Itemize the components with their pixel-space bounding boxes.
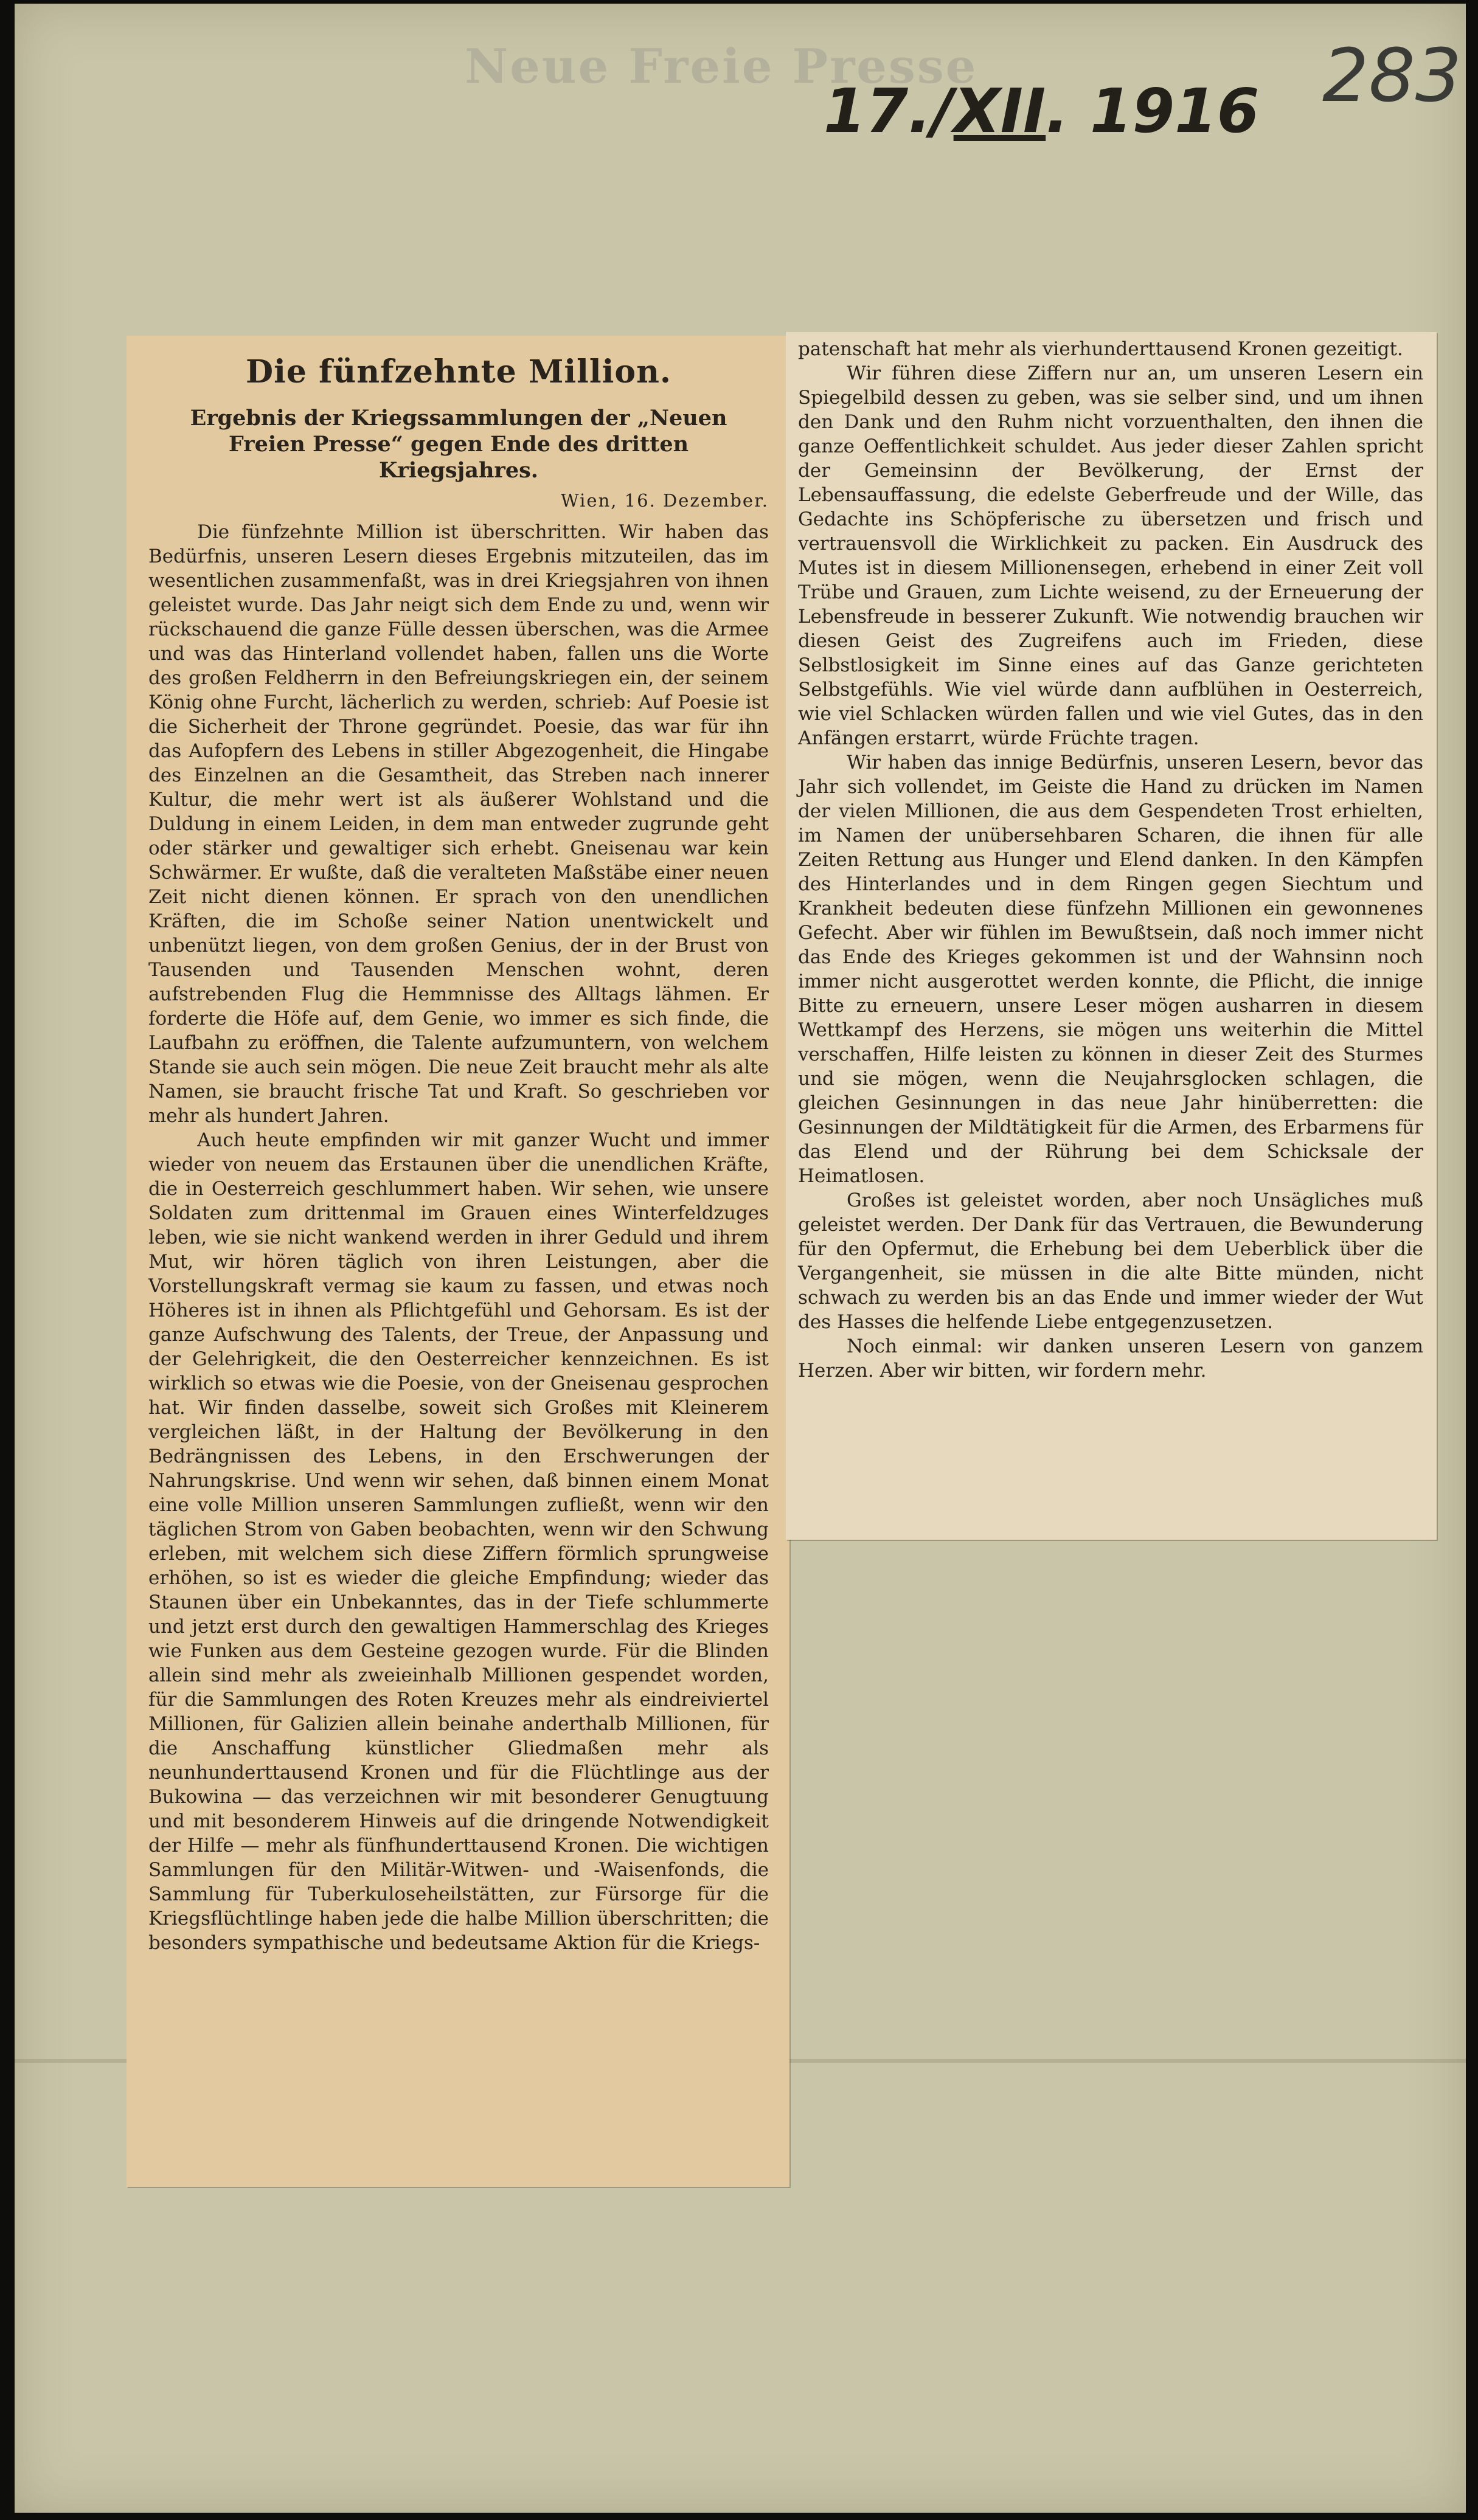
date-day: 17./	[824, 75, 954, 147]
paragraph: Noch einmal: wir danken unseren Lesern von ganzem Herzen. Aber wir bitten, wir fordern mehr.	[798, 1335, 1423, 1382]
paragraph: Die fünfzehnte Million ist überschritten. Wir haben das Bedürfnis, unseren Lesern dieses Ergebnis mitzuteilen, das im wesentlichen zusammenfaßt, was in drei Kriegsjahren von ihnen geleistet wurde. Das Jahr neigt sich dem Ende zu und, wenn wir rückschauend die ganze Fülle dessen überschen, was die Armee und was das Hinterland vollendet haben, fallen uns die Worte des großen Feldherrn in den Befreiungskriegen ein, der seinem König ohne Furcht, lächerlich zu werden, schrieb: Auf Poesie ist die Sicherheit der Throne gegründet. Poesie, das war für ihn das Aufopfern des Lebens in stiller Abgezogenheit, die Hingabe des Einzelnen an die Gesamtheit, das Streben nach innerer Kultur, die mehr wert ist als äußerer Wohlstand und die Duldung in einem Leiden, in dem man entweder zugrunde geht oder stärker und gewaltiger sich erhebt. Gneisenau war kein Schwärmer. Er wußte, daß die veralteten Maßstäbe einer neuen Zeit nicht dienen können. Er sprach von den unendlichen Kräften, die im Schoße seiner Nation unentwickelt und unbenützt liegen, von dem großen Genius, der in der Brust von Tausenden und Tausenden Menschen wohnt, deren aufstrebenden Flug die Hemmnisse des Alltags lähmen. Er forderte die Höfe auf, dem Genie, wo immer es sich finde, die Laufbahn zu eröffnen, die Talente aufzumuntern, von welchem Stande sie auch sein mögen. Die neue Zeit braucht mehr als alte Namen, sie braucht frische Tat und Kraft. So geschrieben vor mehr als hundert Jahren.	[148, 521, 769, 1127]
date-year: . 1916	[1046, 75, 1260, 147]
clipping-right-column	[786, 332, 1437, 1540]
paragraph: Wir haben das innige Bedürfnis, unseren Lesern, bevor das Jahr sich vollendet, im Geiste die Hand zu drücken im Namen der vielen Millionen, die aus dem Gespendeten Trost erhielten, im Namen der unübersehbaren Scharen, die ihnen für alle Zeiten Rettung aus Hunger und Elend danken. In den Kämpfen des Hinterlandes und in dem Ringen gegen Siechtum und Krankheit bedeuten diese fünfzehn Millionen ein gewonnenes Gefecht. Aber wir fühlen im Bewußtsein, daß noch immer nicht das Ende des Krieges gekommen ist und der Wahnsinn noch immer nicht ausgerottet werden konnte, die Pflicht, die innige Bitte zu erneuern, unsere Leser mögen ausharren in diesem Wettkampf des Herzens, sie mögen uns weiterhin die Mittel verschaffen, Hilfe leisten zu können in dieser Zeit des Sturmes und sie mögen, wenn die Neujahrsglocken schlagen, die gleichen Gesinnungen in das neue Jahr hinüberretten: die Gesinnungen der Mildtätigkeit für die Armen, des Erbarmens für das Elend und der Rührung bei dem Schicksale der Heimatlosen.	[798, 752, 1423, 1187]
paragraph: Großes ist geleistet worden, aber noch Unsägliches muß geleistet werden. Der Dank für das Vertrauen, die Bewunderung für den Opfermut, die Erhebung bei dem Ueberblick über die Vergangenheit, sie müssen in die alte Bitte münden, nicht schwach zu werden bis an das Ende und immer wieder der Wut des Hasses die helfende Liebe entgegenzusetzen.	[798, 1189, 1423, 1333]
folio-number: 283	[1322, 34, 1462, 119]
newspaper-name-stamp: Neue Freie Presse	[465, 39, 978, 94]
article-title: Die fünfzehnte Million.	[246, 353, 671, 390]
paragraph: Wir führen diese Ziffern nur an, um unseren Lesern ein Spiegelbild dessen zu geben, was sie selber sind, und um ihnen den Dank und den Ruhm nicht vorzuenthalten, den ihnen die ganze Oeffentlichkeit schuldet. Aus jeder dieser Zahlen spricht der Gemeinsinn der Bevölkerung, der Ernst der Lebensauffassung, die edelste Geberfreude und der Wille, das Gedachte ins Schöpferische zu übersetzen und frisch und vertrauensvoll die Wirklichkeit zu packen. Ein Ausdruck des Mutes ist in diesem Millionensegen, erhebend in einer Zeit voll Trübe und Grauen, zum Lichte weisend, zu der Erneuerung der Lebensfreude in besserer Zukunft. Wie notwendig brauchen wir diesen Geist des Zugreifens auch im Frieden, diese Selbstlosigkeit im Sinne eines auf das Ganze gerichteten Selbstgefühls. Wie viel würde dann aufblühen in Oesterreich, wie viel Schlacken würden fallen und wie viel Gutes, das in den Anfängen erstarrt, würde Früchte tragen.	[798, 362, 1423, 749]
date-month: XII	[953, 75, 1046, 147]
article-dateline: Wien, 16. Dezember.	[560, 490, 769, 511]
article-subtitle: Ergebnis der Kriegssammlungen der „Neuen Freien Presse“ gegen Ende des dritten Kriegsjahres.	[190, 406, 727, 483]
clipping-left-column	[127, 336, 789, 2187]
handwritten-date	[824, 75, 1259, 147]
paragraph: patenschaft hat mehr als vierhunderttausend Kronen gezeitigt.	[798, 338, 1403, 360]
paragraph: Auch heute empfinden wir mit ganzer Wucht und immer wieder von neuem das Erstaunen über die unendlichen Kräfte, die in Oesterreich geschlummert haben. Wir sehen, wie unsere Soldaten zum drittenmal im Grauen eines Winterfeldzuges leben, wie sie nicht wankend werden in ihrer Geduld und ihrem Mut, wir hören täglich von ihren Leistungen, aber die Vorstellungskraft vermag sie kaum zu fassen, und etwas noch Höheres ist in ihnen als Pflichtgefühl und Gehorsam. Es ist der ganze Aufschwung des Talents, der Treue, der Anpassung und der Gelehrigkeit, die den Oesterreicher kennzeichnen. Es ist wirklich so etwas wie die Poesie, von der Gneisenau gesprochen hat. Wir finden dasselbe, soweit sich Großes mit Kleinerem vergleichen läßt, in der Haltung der Bevölkerung in den Bedrängnissen des Lebens, in den Erschwerungen der Nahrungskrise. Und wenn wir sehen, daß binnen einem Monat eine volle Million unseren Sammlungen zufließt, wenn wir den täglichen Strom von Gaben beobachten, wenn wir den Schwung erleben, mit welchem sich diese Ziffern förmlich sprungweise erhöhen, so ist es wieder die gleiche Empfindung; wieder das Staunen über ein Unbekanntes, das in der Tiefe schlummerte und jetzt erst durch den gewaltigen Hammerschlag des Krieges wie Funken aus dem Gesteine gezogen wurde. Für die Blinden allein sind mehr als zweieinhalb Millionen gespendet worden, für die Sammlungen des Roten Kreuzes mehr als eindreiviertel Millionen, für Galizien allein beinahe anderthalb Millionen, für die Anschaffung künstlicher Gliedmaßen mehr als neunhunderttausend Kronen und für die Flüchtlinge aus der Bukowina — das verzeichnen wir mit besonderer Genugtuung und mit besonderem Hinweis auf die dringende Notwendigkeit der Hilfe — mehr als fünfhunderttausend Kronen. Die wichtigen Sammlungen für den Militär-Witwen- und -Waisenfonds, die Sammlung für Tuberkuloseheilstätten, zur Fürsorge für die Kriegsflüchtlinge haben jede die halbe Million überschritten; die besonders sympathische und bedeutsame Aktion für die Kriegs-	[148, 1129, 769, 1954]
